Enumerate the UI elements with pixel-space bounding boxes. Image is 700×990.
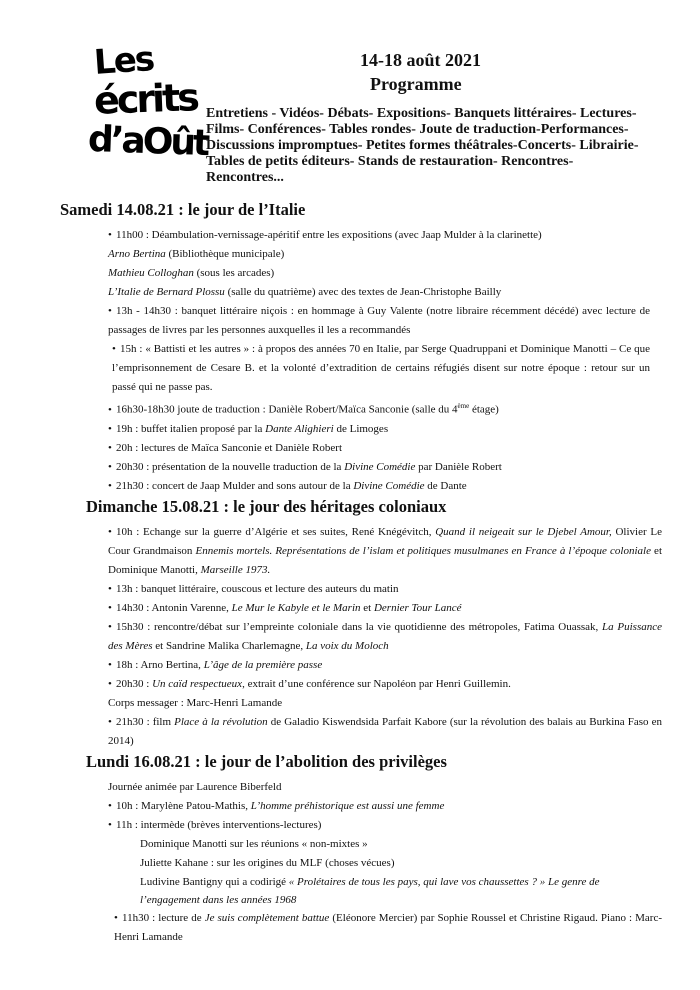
event-dates: 14-18 août 2021 (360, 50, 481, 70)
list-item: • 11h : intermède (brèves interventions-lectures) (86, 816, 670, 835)
list-item: Journée animée par Laurence Biberfeld (108, 781, 282, 793)
list-item: • 11h30 : lecture de Je suis complètement battue (Eléonore Mercier) par Sophie Roussel et Christine Rigaud. Piano : Marc-Henri Lamande (86, 909, 670, 947)
activities-list: Entretiens - Vidéos- Débats- Expositions- Banquets littéraires- Lectures- Films- Conférences- Tables rondes- Joute de traduction-Performances- Discussions impromptues- Petites formes théâtrales-Concerts- Librairie- Tables de petits éditeurs- Stands de restauration- Rencontres- Rencontres... (206, 106, 639, 185)
list-item: • 20h30 : présentation de la nouvelle traduction de la Divine Comédie par Danièle Robert (60, 458, 670, 477)
list-item: Dominique Manotti sur les réunions « non-mixtes » (140, 838, 368, 850)
list-item: Juliette Kahane : sur les origines du MLF (choses vécues) (140, 857, 395, 869)
list-item: • 10h : Echange sur la guerre d’Algérie et ses suites, René Knégévitch, Quand il neigeait sur le Djebel Amour, Olivier Le Cour Grandmaison Ennemis mortels. Représentations de l’islam et politiques musulmanes en France à l’époque coloniale et Dominique Manotti, Marseille 1973. (86, 523, 670, 580)
logo-line-3: d’aOût (87, 118, 208, 165)
section-sunday (86, 497, 670, 751)
list-item: • 21h30 : concert de Jaap Mulder and sons autour de la Divine Comédie de Dante (60, 477, 670, 496)
list-item: Ludivine Bantigny qui a codirigé « Prolétaires de tous les pays, qui lave vos chaussettes ? » Le genre de l’engagement dans les années 1968 (140, 876, 600, 906)
list-item: • 14h30 : Antonin Varenne, Le Mur le Kabyle et le Marin et Dernier Tour Lancé (86, 599, 670, 618)
section-monday (86, 752, 670, 947)
list-item: • 13h - 14h30 : banquet littéraire niçois : en hommage à Guy Valente (notre libraire récemment décédé) avec lecture de passages de livres par les personnes auxquelles il les a recommandés (60, 302, 670, 340)
section-saturday (60, 200, 670, 496)
logo-line-1: Les (92, 38, 155, 84)
page-title: Programme (370, 74, 462, 94)
section-title: Lundi 16.08.21 : le jour de l’abolition des privilèges (86, 752, 447, 771)
section-title: Dimanche 15.08.21 : le jour des héritages coloniaux (86, 497, 447, 516)
list-item: • 13h : banquet littéraire, couscous et lecture des auteurs du matin (86, 580, 670, 599)
list-item: Arno Bertina (Bibliothèque municipale) (108, 248, 285, 260)
list-item: • 19h : buffet italien proposé par la Dante Alighieri de Limoges (60, 420, 670, 439)
list-item: Corps messager : Marc-Henri Lamande (108, 697, 283, 709)
list-item: • 10h : Marylène Patou-Mathis, L’homme préhistorique est aussi une femme (86, 797, 670, 816)
section-title: Samedi 14.08.21 : le jour de l’Italie (60, 200, 306, 219)
list-item: • 15h30 : rencontre/débat sur l’empreinte coloniale dans la vie quotidienne des métropoles, Fatima Ouassak, La Puissance des Mères et Sandrine Malika Charlemagne, La voix du Moloch (86, 618, 670, 656)
list-item: L’Italie de Bernard Plossu (salle du quatrième) avec des textes de Jean-Christophe Bailly (108, 286, 502, 298)
list-item: • 20h30 : Un caïd respectueux, extrait d’une conférence sur Napoléon par Henri Guillemin. (86, 675, 670, 694)
list-item: • 16h30-18h30 joute de traduction : Danièle Robert/Maïca Sanconie (salle du 4ème étage) (60, 397, 670, 420)
list-item: Mathieu Colloghan (sous les arcades) (108, 267, 275, 279)
list-item: • 18h : Arno Bertina, L’âge de la première passe (86, 656, 670, 675)
logo-line-2: écrits (93, 75, 198, 123)
list-item: • 15h : « Battisti et les autres » : à propos des années 70 en Italie, par Serge Quadruppani et Dominique Manotti – Ce que l’emprisonnement de Cesare B. et la volonté d’extradition de certains réfugiés disent sur notre époque : retour sur un passé qui ne passe pas. (60, 340, 670, 397)
list-item: • 11h00 : Déambulation-vernissage-apéritif entre les expositions (avec Jaap Mulder à la clarinette) (60, 226, 670, 245)
list-item: • 21h30 : film Place à la révolution de Galadio Kiswendsida Parfait Kabore (sur la révolution des balais au Burkina Faso en 2014) (86, 713, 670, 751)
festival-logo (86, 38, 208, 172)
list-item: • 20h : lectures de Maïca Sanconie et Danièle Robert (60, 439, 670, 458)
